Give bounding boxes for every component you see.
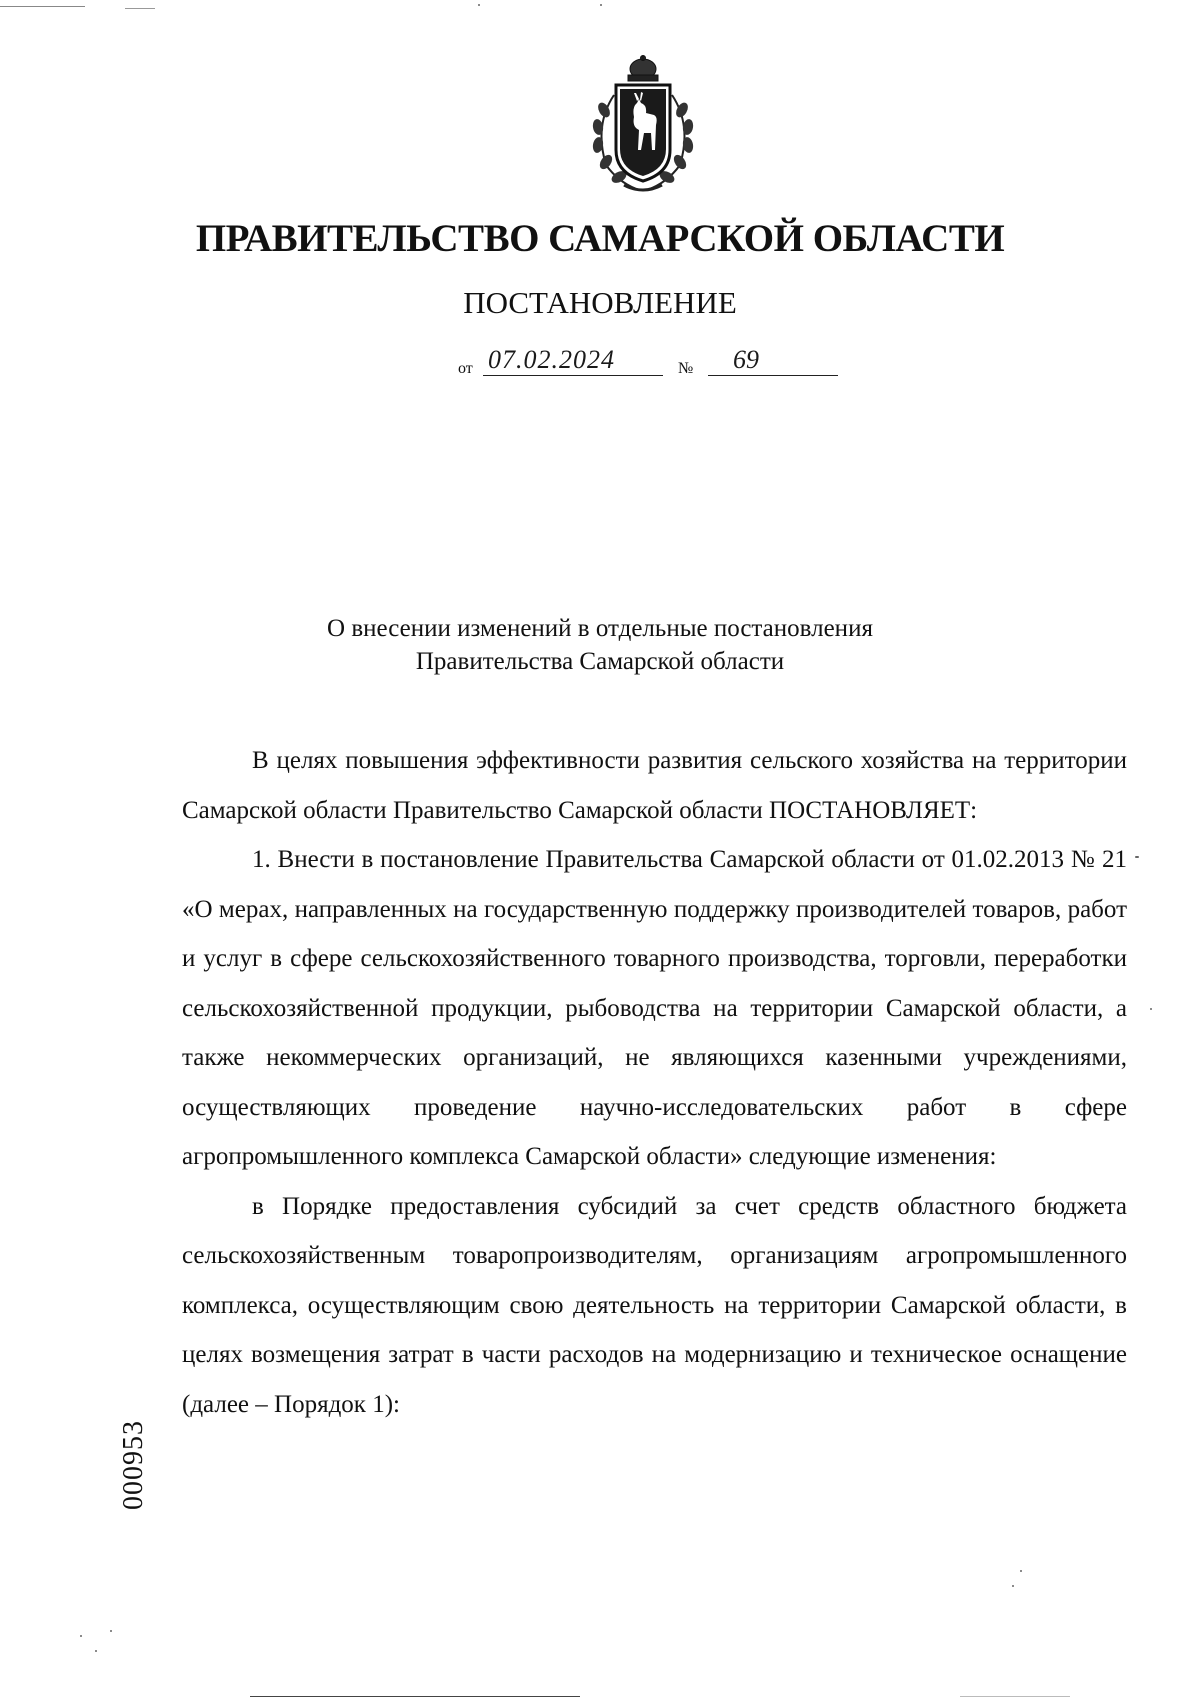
scan-speck <box>110 1630 112 1632</box>
document-type: ПОСТАНОВЛЕНИЕ <box>463 285 737 320</box>
number-underline <box>708 375 838 376</box>
document-subject <box>0 612 1200 678</box>
scan-artifact <box>960 1696 1070 1697</box>
samara-coat-of-arms-icon <box>584 55 702 195</box>
scan-speck <box>1150 1008 1152 1010</box>
subject-line-2: Правительства Самарской области <box>415 648 785 675</box>
scan-speck <box>80 1635 82 1637</box>
date-prefix: от <box>458 360 473 377</box>
scan-artifact <box>0 6 85 7</box>
number-prefix: № <box>678 360 694 377</box>
body-paragraph: В целях повышения эффективности развития сельского хозяйства на территории Самарской области Правительство Самарской области ПОСТАНОВЛЯЕТ: <box>182 747 1127 824</box>
scan-artifact <box>125 8 155 9</box>
body-paragraph: в Порядке предоставления субсидий за счет средств областного бюджета сельскохозяйственным товаропроизводителям, организациям агропромышленного комплекса, осуществляющим свою деятельность на территории Самарской области, в целях возмещения затрат в части расходов на модернизацию и техническое оснащение (далее – Порядок 1): <box>182 1192 1127 1418</box>
scan-speck <box>1020 1570 1022 1572</box>
date-underline <box>483 375 663 376</box>
scan-speck <box>1135 856 1139 858</box>
handwritten-number: 69 <box>733 345 759 374</box>
margin-serial-number: 000953 <box>118 1420 149 1510</box>
scan-speck <box>95 1650 97 1652</box>
scan-speck <box>600 4 602 6</box>
subject-line-1: О внесении изменений в отдельные постановления <box>327 615 873 642</box>
scan-artifact <box>250 1696 580 1697</box>
scan-speck <box>1012 1585 1014 1587</box>
document-body <box>182 736 1127 1429</box>
scan-speck <box>478 4 480 6</box>
body-paragraph: 1. Внести в постановление Правительства Самарской области от 01.02.2013 № 21 «О мерах, направленных на государственную поддержку производителей товаров, работ и услуг в сфере сельскохозяйственного товарного производства, торговли, переработки сельскохозяйственной продукции, рыбоводства на территории Самарской области, а также некоммерческих организаций, не являющихся казенными учреждениями, осуществляющих проведение научно-исследовательских работ в сфере агропромышленного комплекса Самарской области» следующие изменения: <box>182 846 1127 1170</box>
document-date-number <box>458 345 838 381</box>
handwritten-date: 07.02.2024 <box>488 345 615 374</box>
organization-title: ПРАВИТЕЛЬСТВО САМАРСКОЙ ОБЛАСТИ <box>195 217 1005 260</box>
